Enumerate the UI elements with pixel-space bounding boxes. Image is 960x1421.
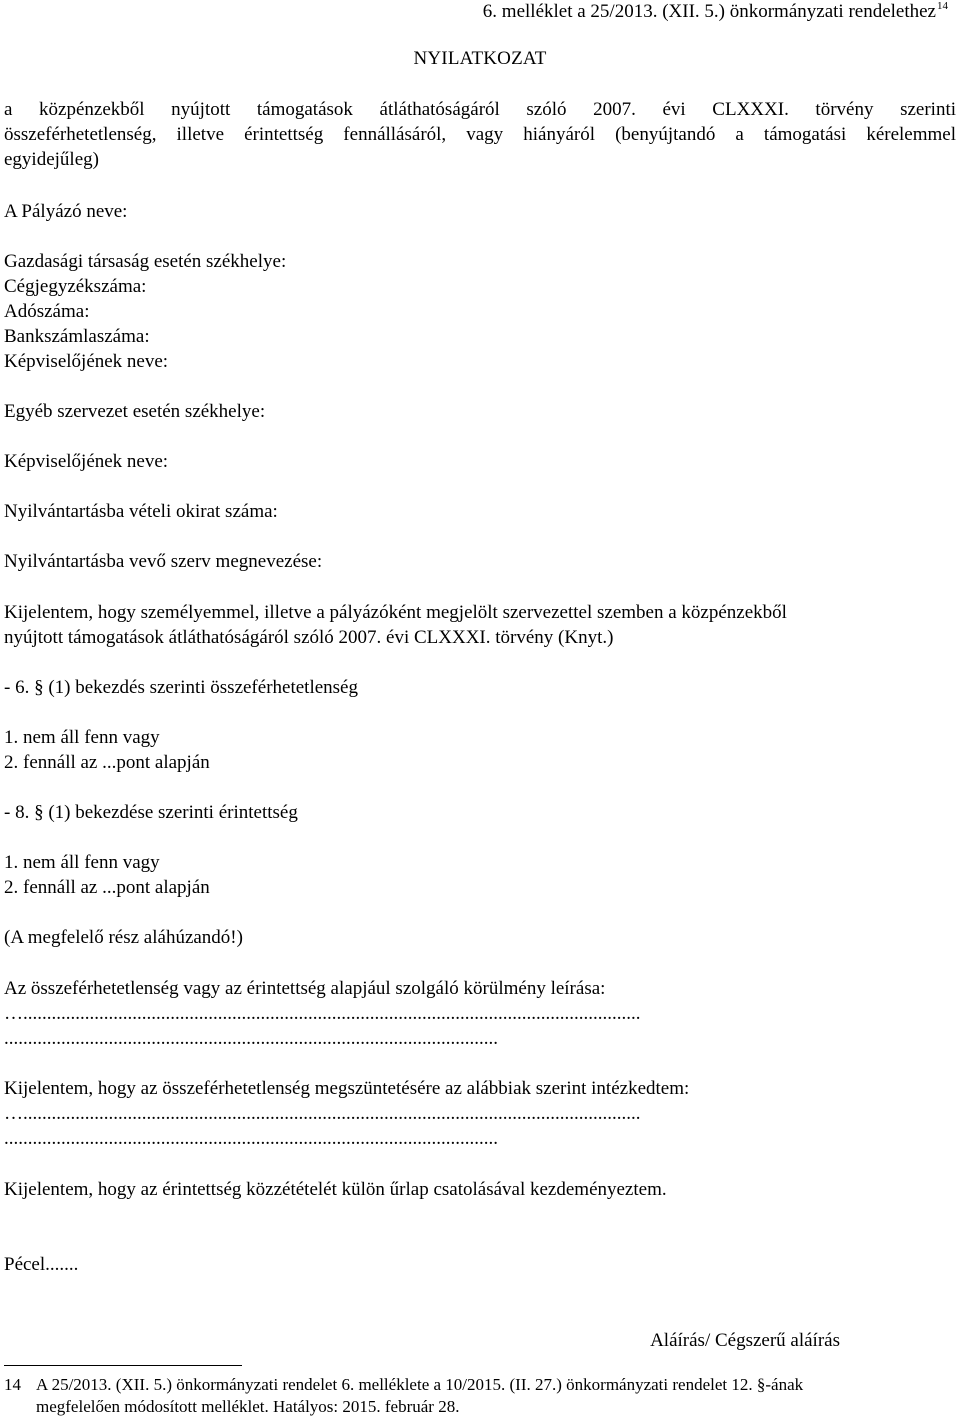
footnote-text-1: A 25/2013. (XII. 5.) önkormányzati rendelet 6. melléklete a 10/2015. (II. 27.) önkormányzati rendelet 12. §-ának: [36, 1375, 804, 1394]
field-company-seat: Gazdasági társaság esetén székhelye:: [4, 251, 287, 272]
section8-heading: - 8. § (1) bekezdése szerinti érintettség: [4, 802, 298, 823]
publication-statement: Kijelentem, hogy az érintettség közzétételét külön űrlap csatolásával kezdeményeztem.: [4, 1179, 667, 1200]
signature-label: Aláírás/ Cégszerű aláírás: [650, 1330, 840, 1351]
place-date: Pécel.......: [4, 1254, 79, 1275]
footnote-mark: 14: [937, 0, 948, 12]
field-registry-body: Nyilvántartásba vevő szerv megnevezése:: [4, 551, 323, 572]
measures-label: Kijelentem, hogy az összeférhetetlenség megszüntetésére az alábbiak szerint intézkedtem:: [4, 1078, 690, 1099]
intro-line-2: összeférhetetlenség, illetve érintettség fennállásáról, vagy hiányáról (benyújtandó a támogatási kérelemmel: [4, 124, 956, 145]
description-label: Az összeférhetetlenség vagy az érintettség alapjául szolgáló körülmény leírása:: [4, 978, 606, 999]
field-company-rep: Képviselőjének neve:: [4, 351, 169, 372]
field-other-org-rep: Képviselőjének neve:: [4, 451, 169, 472]
field-bank-account: Bankszámlaszáma:: [4, 326, 150, 347]
measures-dots-line-2: ........................................................................................................: [4, 1128, 498, 1149]
footnote-line-1: [4, 1375, 803, 1395]
underline-note: (A megfelelő rész aláhúzandó!): [4, 927, 243, 948]
declaration-line-2: nyújtott támogatások átláthatóságáról szóló 2007. évi CLXXXI. törvény (Knyt.): [4, 627, 614, 648]
declaration-line-1: Kijelentem, hogy személyemmel, illetve a pályázóként megjelölt szervezettel szemben a közpénzekből: [4, 602, 787, 623]
section8-option-1: 1. nem áll fenn vagy: [4, 852, 160, 873]
intro-line-3: egyidejűleg): [4, 149, 99, 170]
section8-option-2: 2. fennáll az ...pont alapján: [4, 877, 210, 898]
description-dots-line-1: …..................................................................................................................................: [4, 1003, 641, 1024]
description-dots-line-2: ........................................................................................................: [4, 1028, 498, 1049]
field-tax-no: Adószáma:: [4, 301, 90, 322]
document-title: NYILATKOZAT: [413, 48, 547, 69]
field-applicant-name: A Pályázó neve:: [4, 201, 128, 222]
field-registry-doc-no: Nyilvántartásba vételi okirat száma:: [4, 501, 278, 522]
intro-line-1: a közpénzekből nyújtott támogatások átláthatóságáról szóló 2007. évi CLXXXI. törvény szerinti: [4, 99, 956, 120]
field-company-reg-no: Cégjegyzékszáma:: [4, 276, 147, 297]
section6-option-1: 1. nem áll fenn vagy: [4, 727, 160, 748]
annex-reference: 6. melléklet a 25/2013. (XII. 5.) önkormányzati rendelethez$^{14}$: [482, 0, 948, 22]
section6-heading: - 6. § (1) bekezdés szerinti összeférhetetlenség: [4, 677, 358, 698]
footnote-line-2: megfelelően módosított melléklet. Hatályos: 2015. február 28.: [36, 1397, 460, 1416]
field-other-org-seat: Egyéb szervezet esetén székhelye:: [4, 401, 266, 422]
measures-dots-line-1: …..................................................................................................................................: [4, 1103, 641, 1124]
footnote-separator: [4, 1365, 242, 1366]
section6-option-2: 2. fennáll az ...pont alapján: [4, 752, 210, 773]
footnote-number: 14: [4, 1375, 21, 1394]
